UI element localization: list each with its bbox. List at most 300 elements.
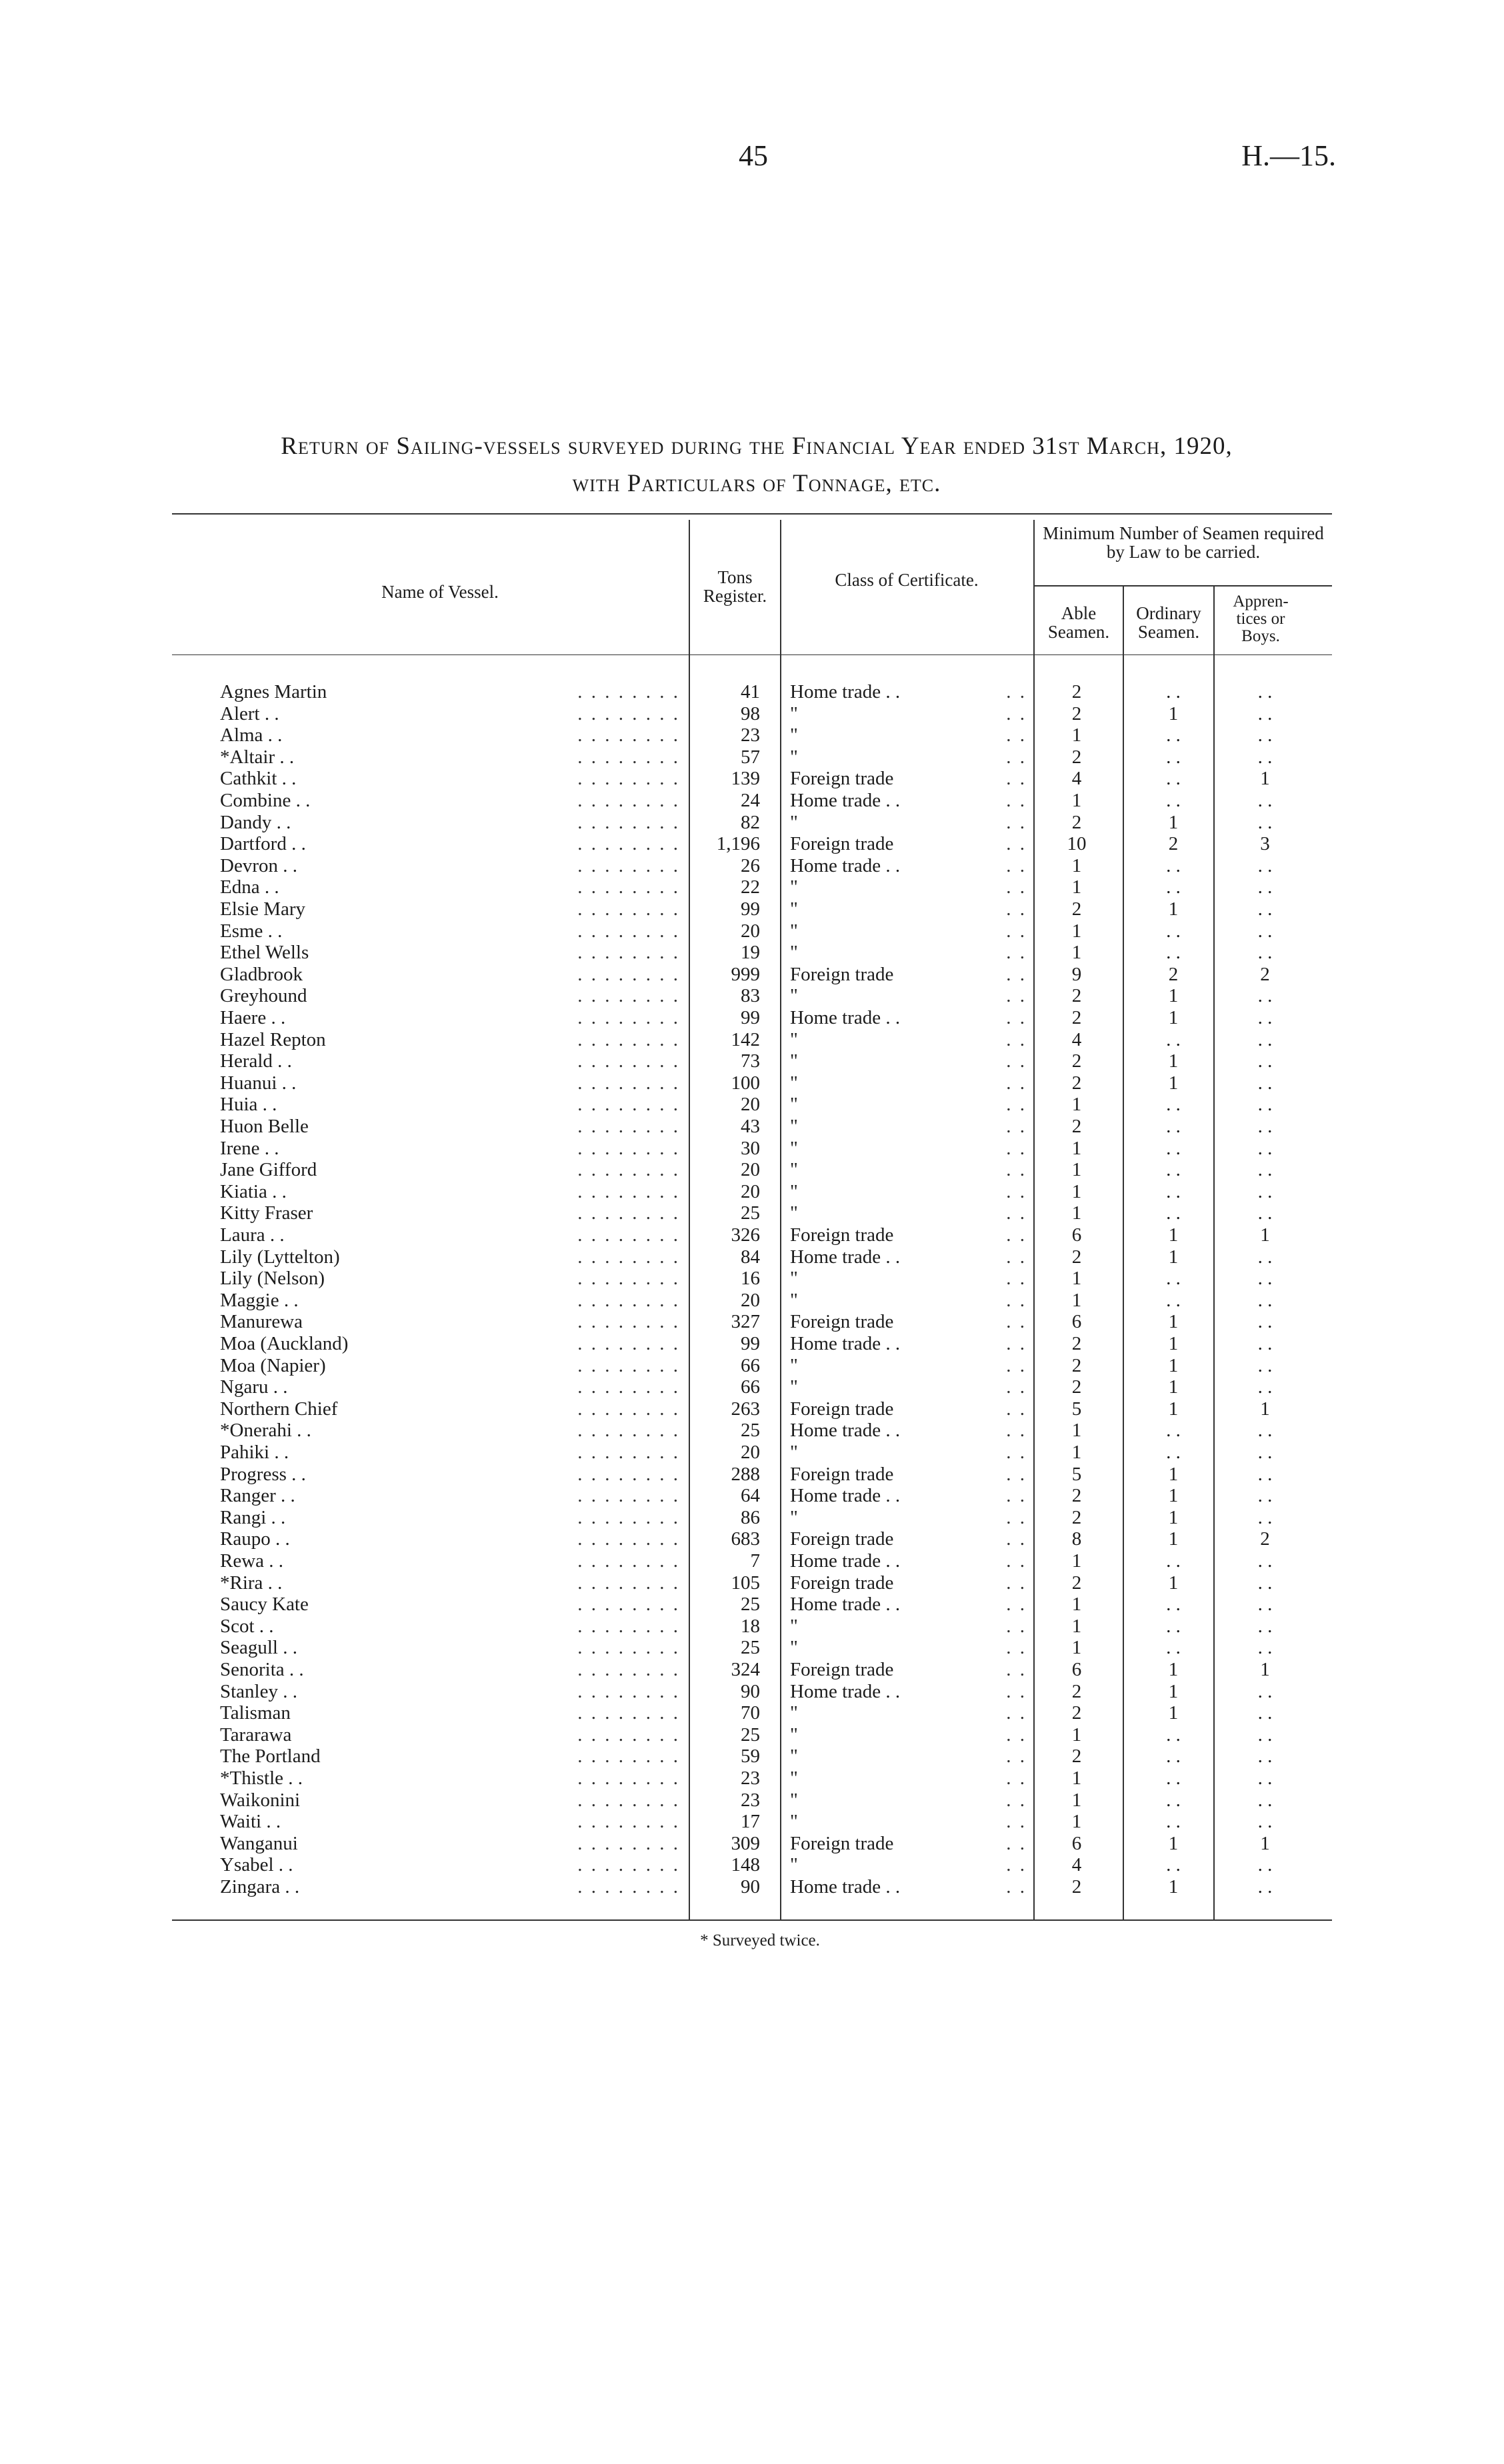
vessel-name: Alma . . [220, 724, 283, 746]
table-row [0, 703, 1504, 725]
dot-leader: . . [1006, 876, 1027, 898]
vessel-name: Seagull . . [220, 1637, 297, 1659]
dot-leader: . . [1006, 1724, 1027, 1746]
table-row [0, 1659, 1504, 1681]
ordinary-seamen: . . [1166, 1202, 1181, 1224]
dot-leader: . . . . . . . . [577, 1637, 680, 1659]
dot-leader: . . [1006, 1246, 1027, 1268]
dot-leader: . . [1006, 1268, 1027, 1290]
certificate-class: Foreign trade [790, 1832, 894, 1854]
dot-leader: . . . . . . . . [577, 920, 680, 942]
certificate-class: Home trade . . [790, 1007, 901, 1028]
dot-leader: . . [1006, 833, 1027, 855]
certificate-class: " [790, 1072, 798, 1094]
tons-register: 83 [741, 985, 760, 1007]
dot-leader: . . [1006, 1550, 1027, 1572]
dot-leader: . . . . . . . . [577, 1485, 680, 1507]
certificate-class: " [790, 1811, 798, 1833]
dot-leader: . . . . . . . . [577, 1376, 680, 1398]
vessel-name: Talisman [220, 1702, 291, 1724]
tons-register: 82 [741, 811, 760, 833]
dot-leader: . . . . . . . . [577, 876, 680, 898]
certificate-class: Home trade . . [790, 1680, 901, 1702]
apprentices: . . [1257, 854, 1273, 876]
dot-leader: . . . . . . . . [577, 1854, 680, 1876]
able-seamen: 1 [1071, 1594, 1082, 1616]
apprentices: . . [1257, 1289, 1273, 1311]
able-seamen: 1 [1071, 1268, 1082, 1290]
ordinary-seamen: . . [1166, 920, 1181, 942]
vessel-name: Stanley . . [220, 1680, 297, 1702]
vessel-name: Hazel Repton [220, 1028, 326, 1050]
dot-leader: . . . . . . . . [577, 1202, 680, 1224]
able-seamen: 9 [1071, 963, 1082, 985]
dot-leader: . . [1006, 1007, 1027, 1028]
dot-leader: . . . . . . . . [577, 681, 680, 702]
certificate-class: " [790, 876, 798, 898]
tons-register: 148 [731, 1854, 760, 1876]
dot-leader: . . . . . . . . [577, 1615, 680, 1637]
dot-leader: . . [1006, 702, 1027, 724]
tons-register: 59 [741, 1746, 760, 1768]
tons-register: 23 [741, 724, 760, 746]
certificate-class: Foreign trade [790, 1528, 894, 1550]
tons-register: 20 [741, 1180, 760, 1202]
vessel-name: Kiatia . . [220, 1180, 287, 1202]
table-row [0, 855, 1504, 877]
tons-register: 70 [741, 1702, 760, 1724]
dot-leader: . . . . . . . . [577, 1268, 680, 1290]
ordinary-seamen: . . [1166, 1268, 1181, 1290]
dot-leader: . . [1006, 1789, 1027, 1811]
ordinary-seamen: 1 [1168, 1376, 1179, 1398]
table-row [0, 1094, 1504, 1116]
certificate-class: Home trade . . [790, 1550, 901, 1572]
apprentices: . . [1257, 942, 1273, 964]
dot-leader: . . . . . . . . [577, 833, 680, 855]
dot-leader: . . . . . . . . [577, 724, 680, 746]
apprentices: . . [1257, 1354, 1273, 1376]
apprentices: . . [1257, 898, 1273, 920]
header-able: Able Seamen. [1047, 603, 1110, 642]
dot-leader: . . [1006, 1528, 1027, 1550]
tons-register: 26 [741, 854, 760, 876]
vessel-name: Dandy . . [220, 811, 291, 833]
certificate-class: " [790, 985, 798, 1007]
certificate-class: Foreign trade [790, 768, 894, 790]
vessel-name: Haere . . [220, 1007, 286, 1028]
dot-leader: . . . . . . . . [577, 1094, 680, 1116]
able-seamen: 4 [1071, 768, 1082, 790]
vessel-name: Northern Chief [220, 1398, 338, 1420]
dot-leader: . . . . . . . . [577, 1528, 680, 1550]
ordinary-seamen: . . [1166, 1746, 1181, 1768]
vessel-name: Edna . . [220, 876, 279, 898]
tons-register: 23 [741, 1789, 760, 1811]
dot-leader: . . . . . . . . [577, 898, 680, 920]
ordinary-seamen: 1 [1168, 1485, 1179, 1507]
apprentices: . . [1257, 1811, 1273, 1833]
tons-register: 90 [741, 1680, 760, 1702]
table-title [167, 428, 1347, 503]
dot-leader: . . [1006, 1659, 1027, 1680]
ordinary-seamen: . . [1166, 746, 1181, 768]
tons-register: 23 [741, 1768, 760, 1789]
apprentices: . . [1257, 920, 1273, 942]
dot-leader: . . [1006, 1202, 1027, 1224]
ordinary-seamen: 1 [1168, 1398, 1179, 1420]
ordinary-seamen: . . [1166, 724, 1181, 746]
able-seamen: 2 [1071, 746, 1082, 768]
ordinary-seamen: . . [1166, 1028, 1181, 1050]
vessel-name: Greyhound [220, 985, 307, 1007]
certificate-class: " [790, 1506, 798, 1528]
dot-leader: . . [1006, 1311, 1027, 1333]
table-row [0, 1181, 1504, 1203]
tons-register: 999 [731, 963, 760, 985]
vessel-name: Jane Gifford [220, 1159, 317, 1181]
apprentices: . . [1257, 1028, 1273, 1050]
table-row [0, 1355, 1504, 1377]
apprentices: . . [1257, 1680, 1273, 1702]
able-seamen: 2 [1071, 681, 1082, 702]
tons-register: 99 [741, 1007, 760, 1028]
able-seamen: 6 [1071, 1224, 1082, 1246]
dot-leader: . . [1006, 1680, 1027, 1702]
certificate-class: " [790, 1268, 798, 1290]
certificate-class: " [790, 1050, 798, 1072]
vessel-name: Devron . . [220, 854, 297, 876]
certificate-class: Foreign trade [790, 1398, 894, 1420]
table-row [0, 1116, 1504, 1138]
tons-register: 25 [741, 1420, 760, 1442]
able-seamen: 1 [1071, 724, 1082, 746]
table-row [0, 920, 1504, 942]
certificate-class: " [790, 1289, 798, 1311]
certificate-class: " [790, 1854, 798, 1876]
vessel-name: Maggie . . [220, 1289, 299, 1311]
dot-leader: . . . . . . . . [577, 1506, 680, 1528]
apprentices: . . [1257, 811, 1273, 833]
dot-leader: . . [1006, 811, 1027, 833]
tons-register: 263 [731, 1398, 760, 1420]
apprentices: 1 [1260, 1832, 1270, 1854]
certificate-class: Home trade . . [790, 1420, 901, 1442]
ordinary-seamen: . . [1166, 942, 1181, 964]
header-name: Name of Vessel. [381, 582, 499, 602]
dot-leader: . . . . . . . . [577, 1028, 680, 1050]
ordinary-seamen: 1 [1168, 1572, 1179, 1594]
vessel-name: Laura . . [220, 1224, 285, 1246]
able-seamen: 2 [1071, 1072, 1082, 1094]
certificate-class: " [790, 1442, 798, 1463]
table-row [0, 1202, 1504, 1224]
certificate-class: " [790, 1724, 798, 1746]
table-row [0, 1224, 1504, 1246]
vessel-name: Ngaru . . [220, 1376, 288, 1398]
dot-leader: . . [1006, 1746, 1027, 1768]
dot-leader: . . . . . . . . [577, 1832, 680, 1854]
dot-leader: . . [1006, 1832, 1027, 1854]
table-row [0, 1550, 1504, 1572]
table-row [0, 1072, 1504, 1094]
title-line-2: with Particulars of Tonnage, etc. [572, 470, 941, 497]
able-seamen: 4 [1071, 1854, 1082, 1876]
dot-leader: . . [1006, 1442, 1027, 1463]
table-row [0, 1376, 1504, 1398]
dot-leader: . . [1006, 1420, 1027, 1442]
able-seamen: 1 [1071, 1420, 1082, 1442]
vessel-name: Esme . . [220, 920, 283, 942]
apprentices: . . [1257, 1550, 1273, 1572]
table-row [0, 812, 1504, 834]
vessel-name: *Thistle . . [220, 1768, 303, 1789]
tons-register: 309 [731, 1832, 760, 1854]
dot-leader: . . [1006, 1159, 1027, 1181]
apprentices: . . [1257, 1333, 1273, 1354]
vessel-name: Kitty Fraser [220, 1202, 313, 1224]
able-seamen: 2 [1071, 702, 1082, 724]
able-seamen: 2 [1071, 1246, 1082, 1268]
certificate-class: " [790, 1702, 798, 1724]
able-seamen: 5 [1071, 1463, 1082, 1485]
ordinary-seamen: 1 [1168, 1659, 1179, 1680]
vessel-name: Waiti . . [220, 1811, 281, 1833]
table-row [0, 790, 1504, 812]
able-seamen: 2 [1071, 985, 1082, 1007]
vessel-name: Ysabel . . [220, 1854, 293, 1876]
dot-leader: . . . . . . . . [577, 1072, 680, 1094]
ordinary-seamen: 1 [1168, 1007, 1179, 1028]
dot-leader: . . . . . . . . [577, 811, 680, 833]
vessel-name: The Portland [220, 1746, 321, 1768]
vessel-name: Wanganui [220, 1832, 298, 1854]
certificate-class: " [790, 1637, 798, 1659]
dot-leader: . . [1006, 1615, 1027, 1637]
certificate-class: Foreign trade [790, 1463, 894, 1485]
dot-leader: . . [1006, 1224, 1027, 1246]
dot-leader: . . . . . . . . [577, 1572, 680, 1594]
vessel-name: Ethel Wells [220, 942, 309, 964]
dot-leader: . . [1006, 1811, 1027, 1833]
table-row [0, 1768, 1504, 1790]
apprentices: . . [1257, 1876, 1273, 1897]
certificate-class: Home trade . . [790, 854, 901, 876]
table-row [0, 1333, 1504, 1355]
tons-register: 84 [741, 1246, 760, 1268]
certificate-class: " [790, 1354, 798, 1376]
ordinary-seamen: 1 [1168, 1832, 1179, 1854]
table-row [0, 1724, 1504, 1746]
able-seamen: 2 [1071, 1050, 1082, 1072]
table-row [0, 964, 1504, 986]
apprentices: . . [1257, 1637, 1273, 1659]
table-row [0, 1007, 1504, 1029]
dot-leader: . . . . . . . . [577, 1137, 680, 1159]
vessel-name: Alert . . [220, 702, 279, 724]
apprentices: . . [1257, 1854, 1273, 1876]
apprentices: . . [1257, 1768, 1273, 1789]
vessel-name: Irene . . [220, 1137, 279, 1159]
ordinary-seamen: . . [1166, 1442, 1181, 1463]
certificate-class: " [790, 746, 798, 768]
dot-leader: . . [1006, 1594, 1027, 1616]
tons-register: 64 [741, 1485, 760, 1507]
table-row [0, 1507, 1504, 1529]
dot-leader: . . [1006, 1876, 1027, 1897]
dot-leader: . . [1006, 1180, 1027, 1202]
apprentices: 2 [1260, 1528, 1270, 1550]
vessel-name: *Onerahi . . [220, 1420, 311, 1442]
apprentices: . . [1257, 1746, 1273, 1768]
table-row [0, 768, 1504, 790]
dot-leader: . . [1006, 1768, 1027, 1789]
able-seamen: 1 [1071, 1442, 1082, 1463]
able-seamen: 6 [1071, 1311, 1082, 1333]
apprentices: . . [1257, 1789, 1273, 1811]
tons-register: 17 [741, 1811, 760, 1833]
tons-register: 326 [731, 1224, 760, 1246]
able-seamen: 5 [1071, 1398, 1082, 1420]
table-row [0, 1854, 1504, 1876]
ordinary-seamen: 1 [1168, 1333, 1179, 1354]
table-row [0, 1464, 1504, 1486]
vessel-name: *Rira . . [220, 1572, 283, 1594]
vessel-name: Progress . . [220, 1463, 306, 1485]
vessel-name: Dartford . . [220, 833, 306, 855]
tons-register: 57 [741, 746, 760, 768]
dot-leader: . . [1006, 942, 1027, 964]
header-apprentices: Appren- tices or Boys. [1233, 593, 1289, 645]
dot-leader: . . . . . . . . [577, 1311, 680, 1333]
tons-register: 19 [741, 942, 760, 964]
able-seamen: 1 [1071, 942, 1082, 964]
certificate-class: " [790, 1768, 798, 1789]
tons-register: 66 [741, 1354, 760, 1376]
vessel-name: Elsie Mary [220, 898, 306, 920]
apprentices: . . [1257, 1007, 1273, 1028]
able-seamen: 2 [1071, 1354, 1082, 1376]
table-row [0, 1050, 1504, 1072]
dot-leader: . . . . . . . . [577, 1746, 680, 1768]
ordinary-seamen: . . [1166, 1724, 1181, 1746]
ordinary-seamen: 1 [1168, 898, 1179, 920]
table-row [0, 1398, 1504, 1420]
able-seamen: 1 [1071, 1768, 1082, 1789]
dot-leader: . . . . . . . . [577, 1442, 680, 1463]
ordinary-seamen: 1 [1168, 1072, 1179, 1094]
ordinary-seamen: . . [1166, 1116, 1181, 1137]
footnote: * Surveyed twice. [700, 1931, 820, 1949]
certificate-class: " [790, 920, 798, 942]
ordinary-seamen: 2 [1168, 963, 1179, 985]
table-row [0, 1442, 1504, 1464]
dot-leader: . . . . . . . . [577, 1702, 680, 1724]
able-seamen: 2 [1071, 1485, 1082, 1507]
vessel-name: Saucy Kate [220, 1594, 309, 1616]
vessel-name: Combine . . [220, 790, 311, 811]
dot-leader: . . [1006, 1289, 1027, 1311]
certificate-class: " [790, 811, 798, 833]
vessel-name: Manurewa [220, 1311, 303, 1333]
dot-leader: . . . . . . . . [577, 790, 680, 811]
able-seamen: 1 [1071, 1180, 1082, 1202]
dot-leader: . . . . . . . . [577, 1224, 680, 1246]
tons-register: 20 [741, 1159, 760, 1181]
ordinary-seamen: . . [1166, 1094, 1181, 1116]
apprentices: 2 [1260, 963, 1270, 985]
able-seamen: 10 [1067, 833, 1087, 855]
certificate-class: Home trade . . [790, 790, 901, 811]
able-seamen: 1 [1071, 876, 1082, 898]
certificate-class: " [790, 1376, 798, 1398]
dot-leader: . . [1006, 985, 1027, 1007]
certificate-class: Foreign trade [790, 1659, 894, 1680]
ordinary-seamen: 1 [1168, 1050, 1179, 1072]
tons-register: 22 [741, 876, 760, 898]
table-row [0, 1029, 1504, 1051]
apprentices: . . [1257, 1050, 1273, 1072]
table-row [0, 833, 1504, 855]
apprentices: 3 [1260, 833, 1270, 855]
able-seamen: 1 [1071, 1550, 1082, 1572]
dot-leader: . . [1006, 1506, 1027, 1528]
able-seamen: 2 [1071, 1876, 1082, 1897]
apprentices: . . [1257, 1268, 1273, 1290]
tons-register: 25 [741, 1637, 760, 1659]
header-ordinary: Ordinary Seamen. [1136, 603, 1201, 642]
tons-register: 98 [741, 702, 760, 724]
dot-leader: . . [1006, 1028, 1027, 1050]
apprentices: . . [1257, 702, 1273, 724]
table-bottom-rule [172, 1919, 1332, 1921]
apprentices: . . [1257, 1311, 1273, 1333]
certificate-class: Home trade . . [790, 1333, 901, 1354]
vessel-name: Lily (Nelson) [220, 1268, 325, 1290]
table-row [0, 1616, 1504, 1638]
dot-leader: . . [1006, 1354, 1027, 1376]
table-row [0, 1833, 1504, 1855]
dot-leader: . . [1006, 768, 1027, 790]
ordinary-seamen: 1 [1168, 1224, 1179, 1246]
able-seamen: 8 [1071, 1528, 1082, 1550]
dot-leader: . . . . . . . . [577, 963, 680, 985]
dot-leader: . . [1006, 1050, 1027, 1072]
ordinary-seamen: 1 [1168, 1463, 1179, 1485]
apprentices: . . [1257, 1615, 1273, 1637]
ordinary-seamen: . . [1166, 1615, 1181, 1637]
ordinary-seamen: . . [1166, 790, 1181, 811]
apprentices: . . [1257, 1072, 1273, 1094]
dot-leader: . . . . . . . . [577, 1007, 680, 1028]
apprentices: 1 [1260, 1398, 1270, 1420]
table-row [0, 724, 1504, 746]
dot-leader: . . . . . . . . [577, 1594, 680, 1616]
tons-register: 20 [741, 1289, 760, 1311]
ordinary-seamen: . . [1166, 854, 1181, 876]
table-row [0, 1138, 1504, 1160]
able-seamen: 1 [1071, 920, 1082, 942]
dot-leader: . . [1006, 1854, 1027, 1876]
certificate-class: " [790, 1615, 798, 1637]
certificate-class: " [790, 1202, 798, 1224]
ordinary-seamen: . . [1166, 1594, 1181, 1616]
table-row [0, 1159, 1504, 1181]
vessel-name: Moa (Auckland) [220, 1333, 349, 1354]
able-seamen: 2 [1071, 1333, 1082, 1354]
certificate-class: " [790, 898, 798, 920]
vessel-name: Huon Belle [220, 1116, 309, 1137]
